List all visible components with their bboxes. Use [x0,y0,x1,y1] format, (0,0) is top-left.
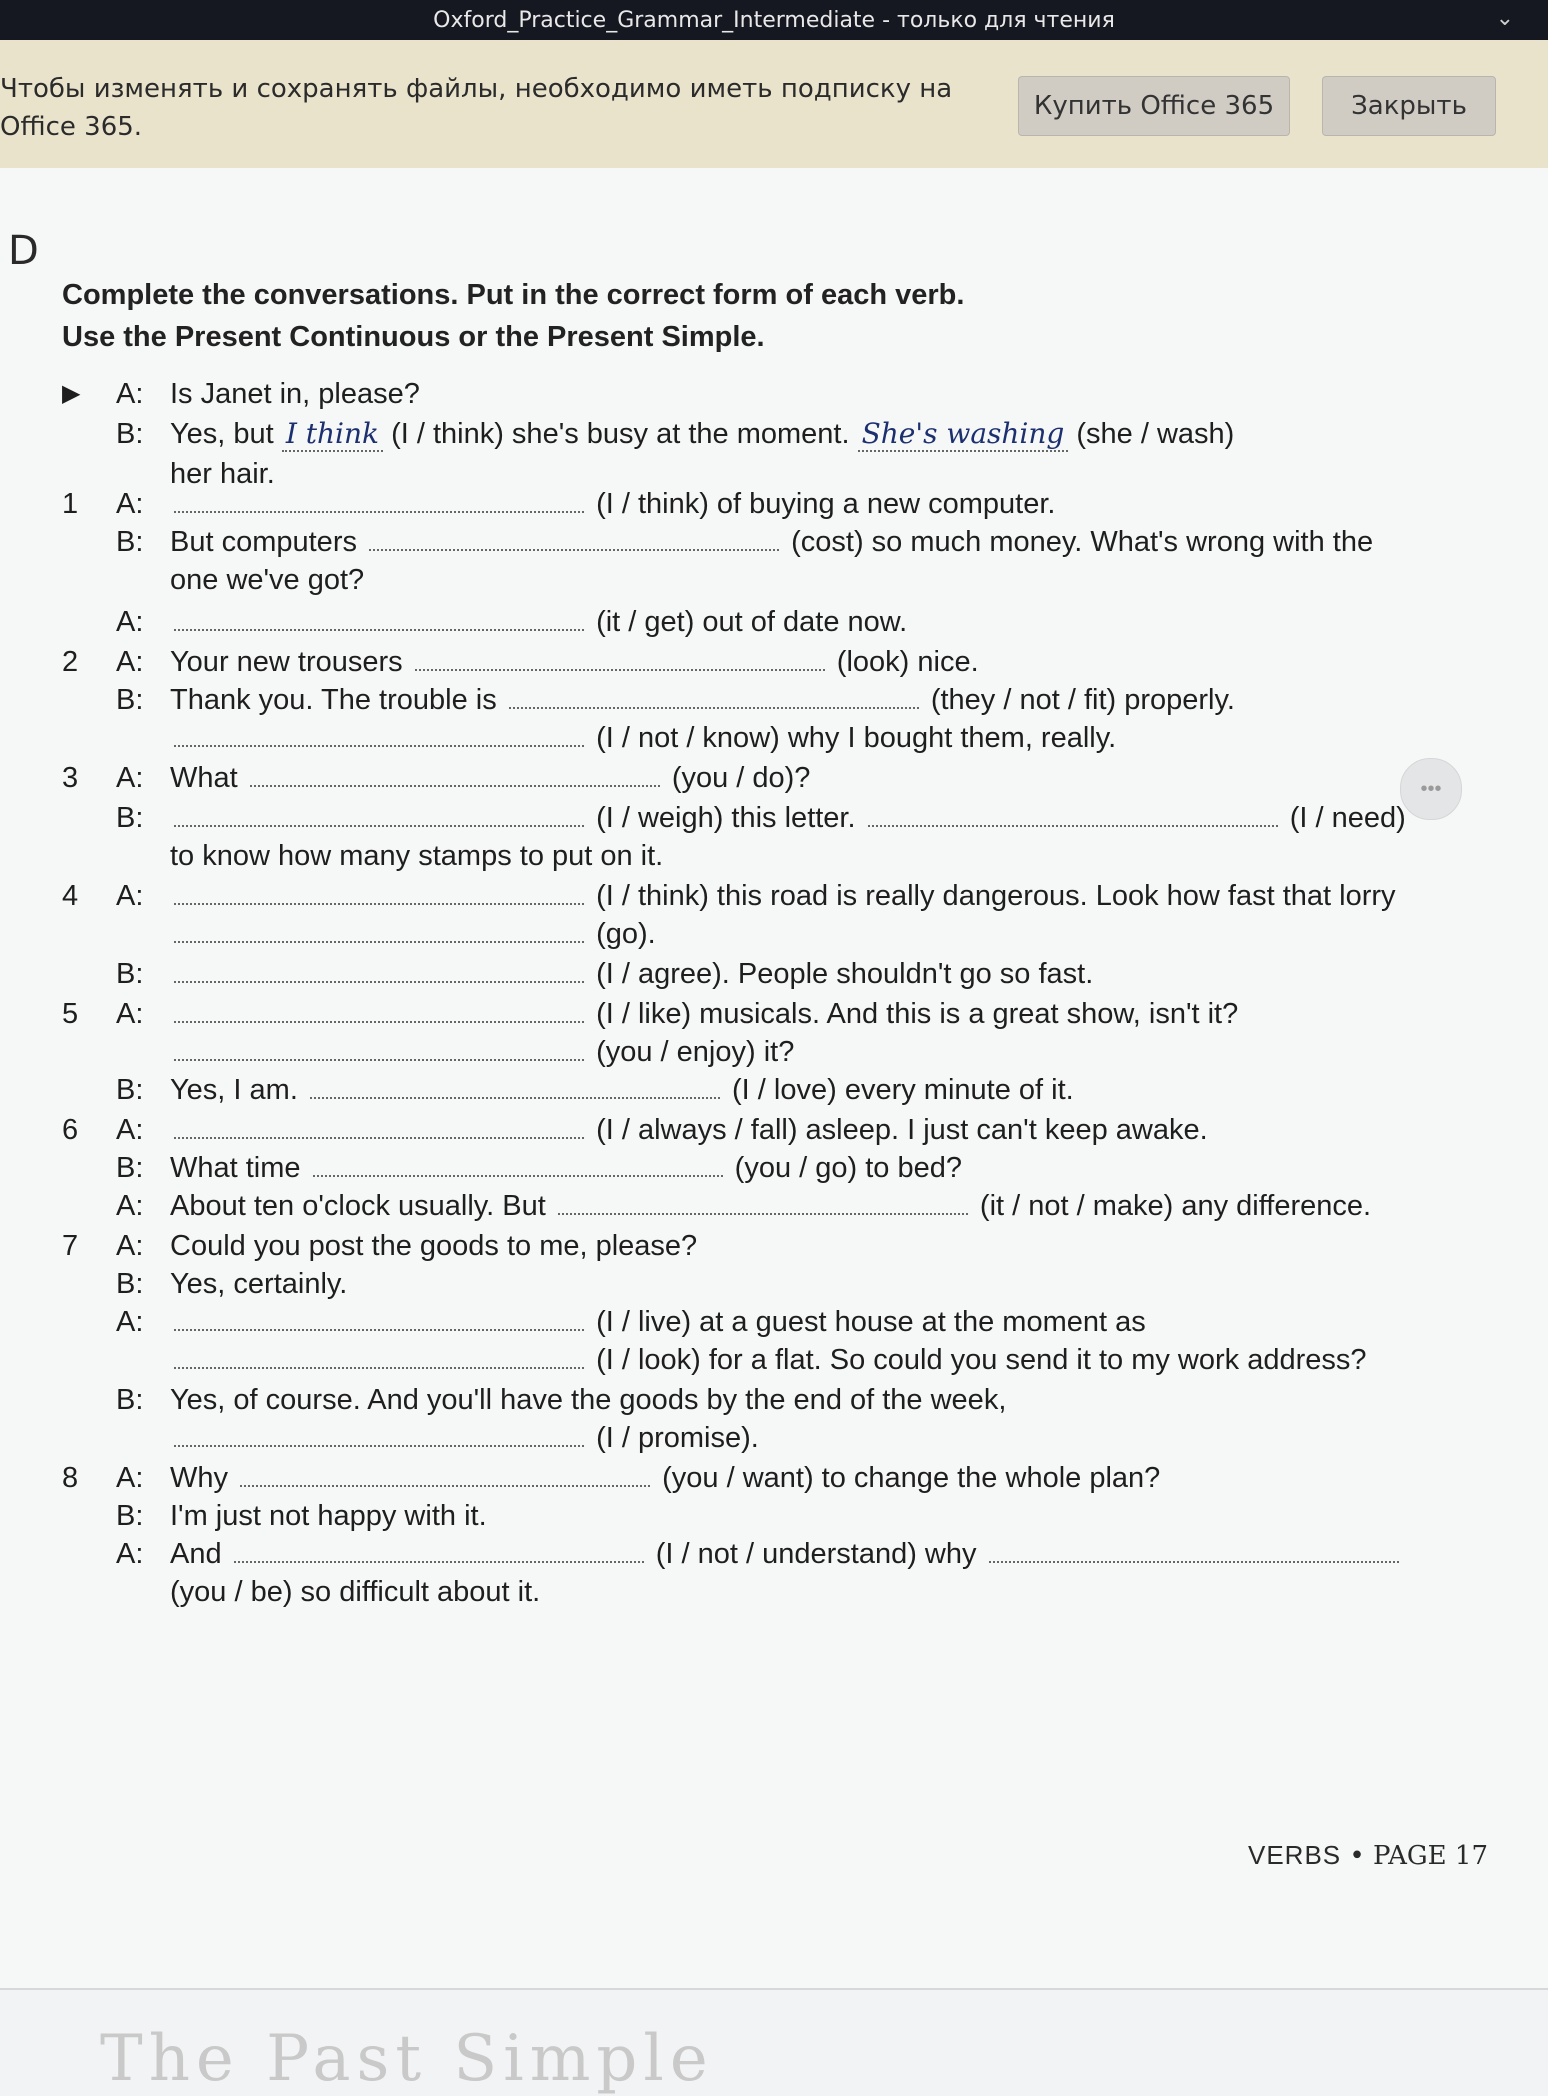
text: (I / think) of buying a new computer. [596,488,1056,520]
notice-message: Чтобы изменять и сохранять файлы, необходимо иметь подписку на Office 365. [0,74,953,142]
item-number: 2 [62,646,79,678]
speaker-a: A: [116,646,144,678]
text: (it / not / make) any difference. [979,1190,1372,1222]
speaker-b: B: [116,1268,144,1300]
bullet: • [1349,1841,1374,1871]
answer-blank[interactable] [174,721,584,747]
line [170,1034,794,1070]
answer-blank[interactable] [989,1537,1399,1563]
line [170,1304,1146,1340]
answer-blank[interactable] [174,1035,584,1061]
line [170,524,1373,560]
line [170,1188,1371,1224]
line [170,1150,962,1186]
answer-blank[interactable] [174,997,584,1023]
answer-blank[interactable] [310,1073,720,1099]
text: (I / look) for a flat. So could you send it to my work address? [596,1344,1367,1376]
speaker-a: A: [116,606,144,638]
speaker-a: A: [116,1462,144,1494]
line [170,760,810,796]
line: (you / be) so difficult about it. [170,1576,541,1608]
item-number: 1 [62,488,79,520]
line [170,878,1396,914]
text: About ten o'clock usually. But [170,1190,546,1222]
speaker-b: B: [116,1500,144,1532]
line [170,800,1406,836]
line [170,486,1055,522]
speaker-a: A: [116,762,144,794]
speaker-b: B: [116,802,144,834]
text: (it / get) out of date now. [596,606,908,638]
speaker-b: B: [116,958,144,990]
answer-blank[interactable] [174,917,584,943]
text: (I / agree). People shouldn't go so fast. [596,958,1094,990]
buy-office-button[interactable]: Купить Office 365 [1018,76,1290,136]
text: Your new trousers [170,646,403,678]
line [170,996,1238,1032]
item-number: 7 [62,1230,79,1262]
example-line-b [170,416,1234,452]
chevron-down-icon[interactable]: ⌄ [1495,6,1514,31]
handwritten-answer: I think [282,417,383,452]
close-notice-button[interactable]: Закрыть [1322,76,1496,136]
text: (I / think) she's busy at the moment. [391,418,850,450]
answer-blank[interactable] [174,957,584,983]
example-line-b-cont: her hair. [170,458,275,490]
text: (I / weigh) this letter. [596,802,856,834]
text: Yes, but [170,418,274,450]
item-number: 4 [62,880,79,912]
text: (go). [596,918,656,950]
line [170,682,1235,718]
text: (I / live) at a guest house at the moment as [596,1306,1146,1338]
speaker-a: A: [116,998,144,1030]
line [170,1460,1160,1496]
speaker-a: A: [116,378,144,410]
text: (I / like) musicals. And this is a great show, isn't it? [596,998,1239,1030]
text: Yes, I am. [170,1074,298,1106]
text: (you / want) to change the whole plan? [662,1462,1161,1494]
page-divider [0,1988,1548,1990]
text: Why [170,1462,228,1494]
item-number: 8 [62,1462,79,1494]
text: But computers [170,526,357,558]
section-letter: D [8,228,39,274]
answer-blank[interactable] [250,761,660,787]
page-footer [1248,1840,1488,1871]
text: (look) nice. [836,646,979,678]
subscription-notice-bar [0,40,1548,169]
text: (I / need) [1289,802,1406,834]
line [170,1112,1208,1148]
speaker-b: B: [116,684,144,716]
text: Thank you. The trouble is [170,684,497,716]
instruction-line: Use the Present Continuous or the Present Simple. [62,321,765,353]
answer-blank[interactable] [174,1421,584,1447]
text: (I / not / know) why I bought them, really. [596,722,1117,754]
text: (I / not / understand) why [655,1538,977,1570]
speaker-a: A: [116,1114,144,1146]
answer-blank[interactable] [174,801,584,827]
speaker-b: B: [116,1074,144,1106]
line [170,916,656,952]
line: Could you post the goods to me, please? [170,1230,698,1262]
window-titlebar [0,0,1548,40]
triangle-right-icon: ▶ [62,380,81,407]
answer-blank[interactable] [509,683,919,709]
speaker-a: A: [116,488,144,520]
line: I'm just not happy with it. [170,1500,487,1532]
item-number: 6 [62,1114,79,1146]
exercise-instructions [62,274,964,358]
line [170,1420,759,1456]
answer-blank[interactable] [558,1189,968,1215]
text: (she / wash) [1076,418,1235,450]
text: (I / always / fall) asleep. I just can't keep awake. [596,1114,1208,1146]
example-line-a: Is Janet in, please? [170,378,420,410]
line [170,644,979,680]
line: one we've got? [170,564,365,596]
footer-section: VERBS [1247,1840,1342,1870]
text: (they / not / fit) properly. [930,684,1235,716]
speaker-a: A: [116,1306,144,1338]
line [170,720,1116,756]
answer-blank[interactable] [174,1343,584,1369]
speaker-b: B: [116,1152,144,1184]
answer-blank[interactable] [415,645,825,671]
answer-blank[interactable] [369,525,779,551]
more-dots-icon[interactable]: ••• [1400,758,1462,820]
text: (you / enjoy) it? [596,1036,795,1068]
answer-blank[interactable] [174,1113,584,1139]
text: (you / go) to bed? [734,1152,962,1184]
line [170,1536,1403,1572]
line [170,956,1093,992]
text: (you / do)? [671,762,811,794]
answer-blank[interactable] [240,1461,650,1487]
instruction-line: Complete the conversations. Put in the correct form of each verb. [62,279,965,311]
text: And [170,1538,222,1570]
text: (I / think) this road is really dangerous. Look how fast that lorry [596,880,1396,912]
answer-blank[interactable] [174,879,584,905]
line: to know how many stamps to put on it. [170,840,664,872]
text: (cost) so much money. What's wrong with the [791,526,1374,558]
line [170,1342,1367,1378]
text: (I / promise). [596,1422,759,1454]
speaker-a: A: [116,880,144,912]
line: Yes, certainly. [170,1268,348,1300]
next-page-heading: The Past Simple [100,2022,714,2096]
line [170,1072,1074,1108]
item-number: 3 [62,762,79,794]
speaker-a: A: [116,1230,144,1262]
answer-blank[interactable] [868,801,1278,827]
footer-page-number: PAGE 17 [1373,1841,1488,1871]
text: What time [170,1152,301,1184]
item-number: 5 [62,998,79,1030]
window-title: Oxford_Practice_Grammar_Intermediate - только для чтения [433,7,1115,33]
text: (I / love) every minute of it. [732,1074,1074,1106]
speaker-b: B: [116,526,144,558]
speaker-b: B: [116,418,144,450]
handwritten-answer: She's washing [858,417,1069,452]
speaker-b: B: [116,1384,144,1416]
answer-blank[interactable] [174,487,584,513]
answer-blank[interactable] [313,1151,723,1177]
line: Yes, of course. And you'll have the goods by the end of the week, [170,1384,1007,1416]
document-page [0,168,1548,1988]
answer-blank[interactable] [174,1305,584,1331]
answer-blank[interactable] [234,1537,644,1563]
speaker-a: A: [116,1190,144,1222]
speaker-a: A: [116,1538,144,1570]
answer-blank[interactable] [174,605,584,631]
line [170,604,907,640]
text: What [170,762,238,794]
